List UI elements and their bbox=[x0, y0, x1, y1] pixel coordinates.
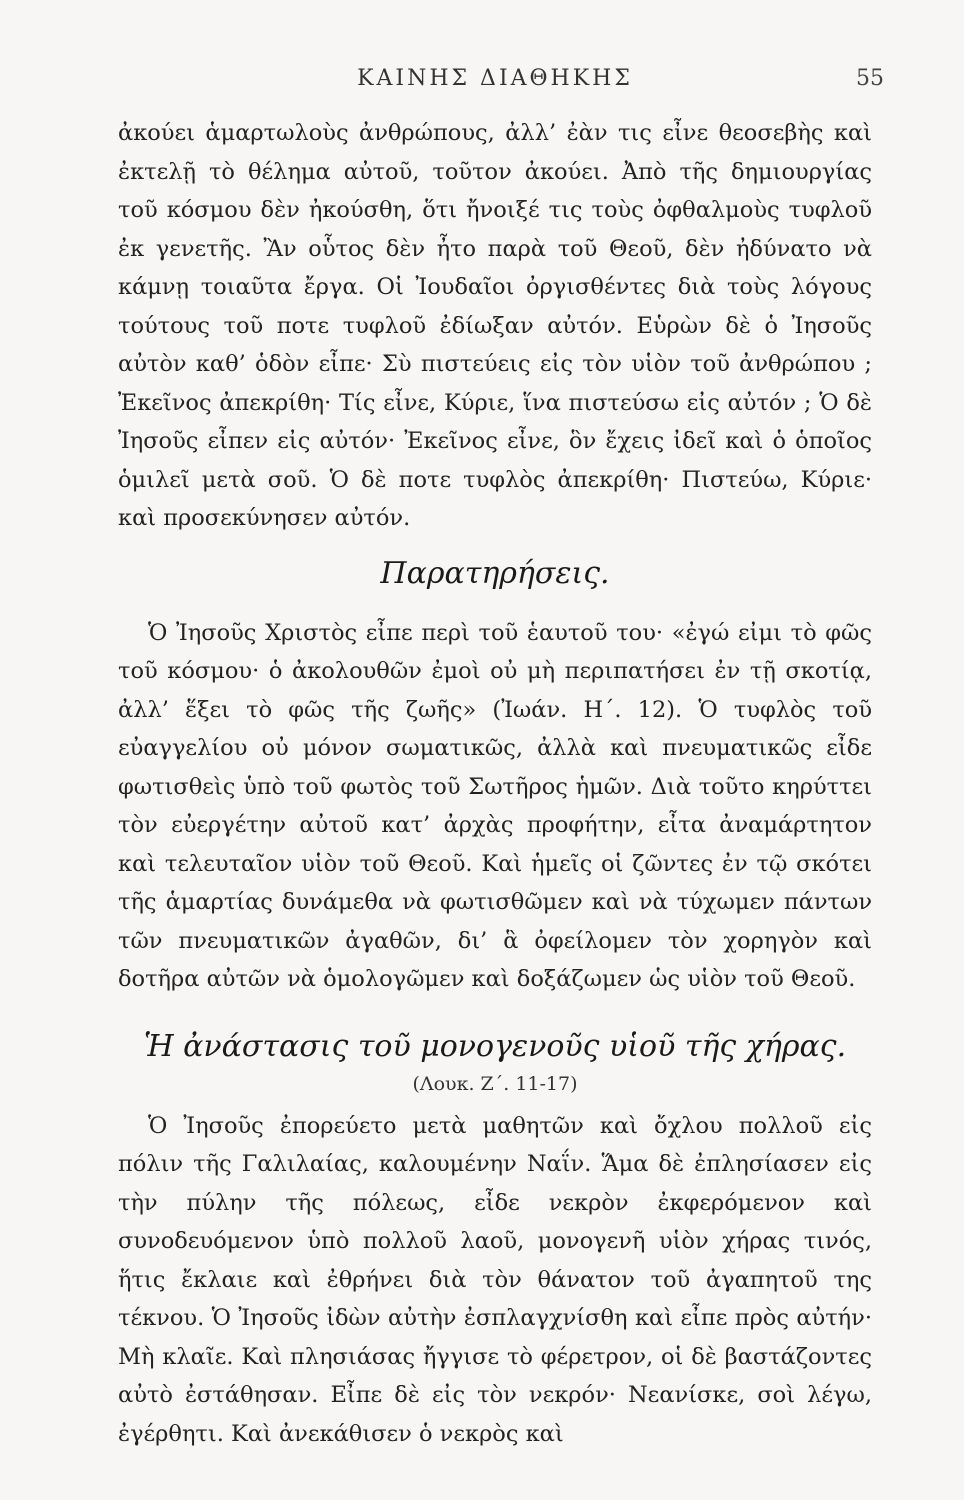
running-title: ΚΑΙΝΗΣ ΔΙΑΘΗΚΗΣ bbox=[357, 66, 633, 91]
running-head bbox=[118, 66, 884, 100]
resurrection-paragraph: Ὁ Ἰησοῦς ἐπορεύετο μετὰ μαθητῶν καὶ ὄχλου πολλοῦ εἰς πόλιν τῆς Γαλιλαίας, καλουμένην Ναΐν. Ἅμα δὲ ἐπλησίασεν εἰς τὴν πύλην τῆς πόλεως, εἶδε νεκρὸν ἐκφερόμενον καὶ συνοδευόμενον ὑπὸ πολλοῦ λαοῦ, μονογενῆ υἱὸν χήρας τινός, ἥτις ἔκλαιε καὶ ἐθρήνει διὰ τὸν θάνατον τοῦ ἀγαπητοῦ της τέκνου. Ὁ Ἰησοῦς ἰδὼν αὐτὴν ἐσπλαγχνίσθη καὶ εἶπε πρὸς αὐτήν· Μὴ κλαῖε. Καὶ πλησιάσας ἤγγισε τὸ φέρετρον, οἱ δὲ βαστάζοντες αὐτὸ ἐστάθησαν. Εἶπε δὲ εἰς τὸν νεκρόν· Νεανίσκε, σοὶ λέγω, ἐγέρθητι. Καὶ ἀνεκάθισεν ὁ νεκρὸς καὶ bbox=[118, 1112, 872, 1447]
remarks-paragraph: Ὁ Ἰησοῦς Χριστὸς εἶπε περὶ τοῦ ἑαυτοῦ του· «ἐγώ εἰμι τὸ φῶς τοῦ κόσμου· ὁ ἀκολουθῶν ἐμοὶ οὐ μὴ περιπατήσει ἐν τῇ σκοτίᾳ, ἀλλ’ ἕξει τὸ φῶς τῆς ζωῆς» (Ἰωάν. Η΄. 12). Ὁ τυφλὸς τοῦ εὐαγγελίου οὐ μόνον σωματικῶς, ἀλλὰ καὶ πνευματικῶς εἶδε φωτισθεὶς ὑπὸ τοῦ φωτὸς τοῦ Σωτῆρος ἡμῶν. Διὰ τοῦτο κηρύττει τὸν εὐεργέτην αὐτοῦ κατ’ ἀρχὰς προφήτην, εἶτα ἀναμάρτητον καὶ τελευταῖον υἱὸν τοῦ Θεοῦ. Καὶ ἡμεῖς οἱ ζῶντες ἐν τῷ σκότει τῆς ἁμαρτίας δυνάμεθα νὰ φωτισθῶμεν καὶ νὰ τύχωμεν πάντων τῶν πνευματικῶν ἀγαθῶν, δι’ ἃ ὀφείλομεν τὸν χορηγὸν καὶ δοτῆρα αὐτῶν νὰ ὁμολογῶμεν καὶ δοξάζωμεν ὡς υἱὸν τοῦ Θεοῦ. bbox=[118, 619, 872, 992]
page-number: 55 bbox=[856, 66, 884, 91]
scripture-reference: (Λουκ. Ζ΄. 11-17) bbox=[412, 1072, 578, 1095]
remarks-heading: Παρατηρήσεις. bbox=[380, 555, 610, 591]
resurrection-heading: Ἡ ἀνάστασις τοῦ μονογενοῦς υἱοῦ τῆς χήρας. bbox=[143, 1028, 847, 1064]
opening-paragraph: ἀκούει ἁμαρτωλοὺς ἀνθρώπους, ἀλλ’ ἐὰν τις εἶνε θεοσεβὴς καὶ ἐκτελῇ τὸ θέλημα αὐτοῦ, τοῦτον ἀκούει. Ἀπὸ τῆς δημιουργίας τοῦ κόσμου δὲν ἠκούσθη, ὅτι ἤνοιξέ τις τοὺς ὀφθαλμοὺς τυφλοῦ ἐκ γενετῆς. Ἂν οὗτος δὲν ἦτο παρὰ τοῦ Θεοῦ, δὲν ἠδύνατο νὰ κάμνῃ τοιαῦτα ἔργα. Οἱ Ἰουδαῖοι ὀργισθέντες διὰ τοὺς λόγους τούτους τοῦ ποτε τυφλοῦ ἐδίωξαν αὐτόν. Εὑρὼν δὲ ὁ Ἰησοῦς αὐτὸν καθ’ ὁδὸν εἶπε· Σὺ πιστεύεις εἰς τὸν υἱὸν τοῦ ἀνθρώπου ; Ἐκεῖνος ἀπεκρίθη· Τίς εἶνε, Κύριε, ἵνα πιστεύσω εἰς αὐτόν ; Ὁ δὲ Ἰησοῦς εἶπεν εἰς αὐτόν· Ἐκεῖνος εἶνε, ὃν ἔχεις ἰδεῖ καὶ ὁ ὁποῖος ὁμιλεῖ μετὰ σοῦ. Ὁ δὲ ποτε τυφλὸς ἀπεκρίθη· Πιστεύω, Κύριε· καὶ προσεκύνησεν αὐτόν. bbox=[118, 120, 872, 531]
